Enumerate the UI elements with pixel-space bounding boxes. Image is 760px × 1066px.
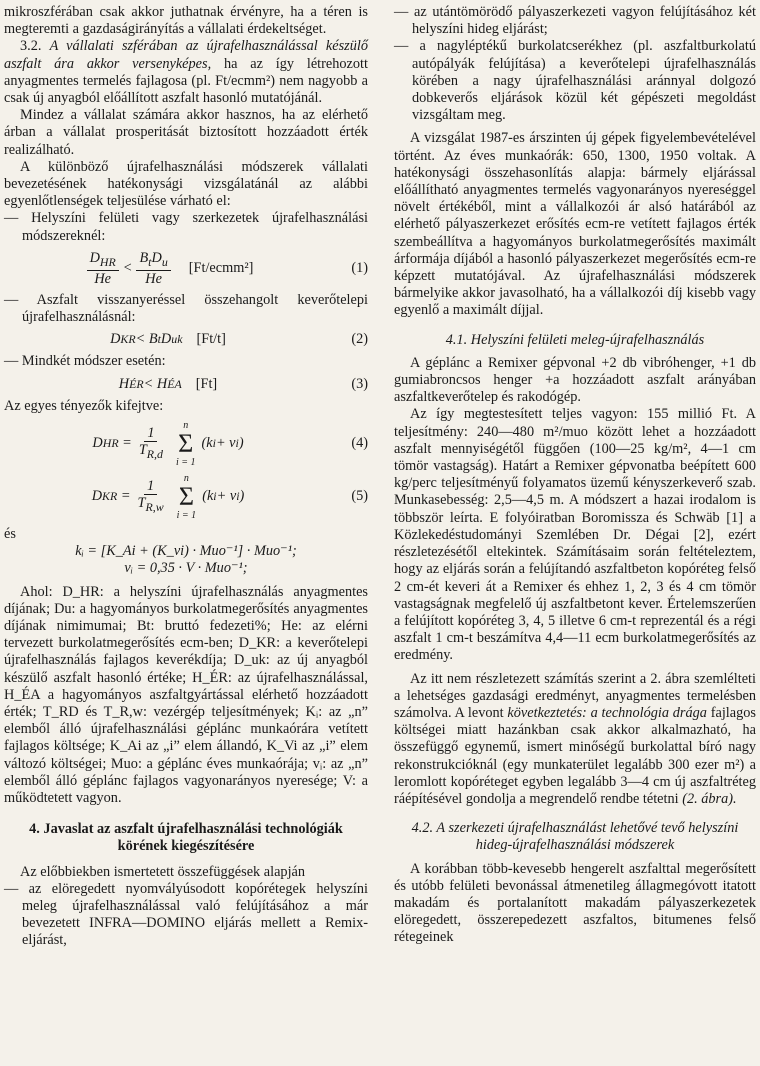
- equation-3: H ÉR < H ÉA [Ft] (3): [118, 375, 368, 392]
- section-heading-4: 4. Javaslat az aszfalt újrafelhasználási technológiák körének kiegészítésére: [29, 821, 343, 855]
- section-heading-4-1: 4.1. Helyszíni felületi meleg-újrafelhasználás: [445, 331, 705, 348]
- right-column: [394, 4, 756, 947]
- paragraph: A géplánc a Remixer gépvonal +2 db vibróhenger, +1 db gumiabroncsos henger +a hozzáadott aszfalt arányában aszfaltkeverőtelep és rakodógép.: [394, 354, 756, 406]
- dash-item: — a nagyléptékű burkolatcserékhez (pl. aszfaltburkolatú autópályák felújítása) a keverőtelepi újrafelhasználás körében a nagy újrafelhasználási aránnyal dolgozó dobkeverős eljárások közül két gépészeti megoldást vizsgáltam meg.: [394, 38, 756, 124]
- paragraph: Mindez a vállalat számára akkor hasznos, ha az elérhető árban a vállalat prosperitását biztosított hozzáadott érték realizálható.: [4, 107, 368, 158]
- dash-item: — Helyszíni felületi vagy szerkezetek újrafelhasználási módszereknél:: [4, 210, 368, 244]
- equation-2: D KR < B t D uk [Ft/t] (2): [110, 331, 368, 348]
- equation-1: $\frac{D_{HR}}{He}$ < $\frac{B_tD_u}{He}$ [Ft/ecmm²] (1): [4, 250, 368, 287]
- symbol-legend: Ahol: D_HR: a helyszíni újrafelhasználás anyagmentes díjának; Du: a hagyományos burkolatmegerősítés anyagmentes díjának nimimumai; Bt: bruttó fedezeti%; He: az elérni tervezett burkolatmegerősítés ecm-ben; D_KR: a keverőtelepi újrafelhasználás fajlagos keverékdíja; D_uk: az új anyagból készülő aszfalt hasonló értéke; H_ÉR: az újrafelhasználással, H_ÉA a hagyományos aszfaltgyártással elérhető hozzáadott érték; T_RD és T_R,w: vezérgép teljesítmények; Kᵢ: az „n” elemből álló újrafelhasználási géplánc munkaórára vetített fajlagos költsége; K_Ai az „i” elem állandó, K_Vi az „i” elem változó költségei; Muo: a géplánc éves munkaórája; vᵢ: az „n” elemből álló géplánc fajlagos vagyonarányos nyeresége; V: a működtetett vagyon.: [4, 583, 368, 806]
- equation-number: (4): [351, 435, 368, 452]
- equation-5: D KR = $\frac{1}{T_{R,w}}$ n Σ i = 1 (k i + v i ) (5): [91, 472, 368, 521]
- equation-6b: vᵢ = 0,35 · V · Muo⁻¹;: [124, 560, 248, 577]
- dash-item: — az utántömörödő pályaszerkezeti vagyon felújításához két helyszíni hideg eljárást;: [394, 4, 756, 38]
- paragraph: A különböző újrafelhasználási módszerek vállalati bevezetésének hatékonysági vizsgálatánál az alábbi egyenlőtlenségek teljesülése várható el:: [4, 158, 368, 210]
- equation-4: D HR = $\frac{1}{T_{R,d}}$ n Σ i = 1 (k i + v i ) (4): [92, 419, 368, 468]
- equation-number: (5): [351, 488, 368, 505]
- dash-item: — az elöregedett nyomvályúsodott kopórétegek helyszíni meleg újrafelhasználással való felújításához a már bevezetett INFRA—DOMINO eljárás mellett a Remix-eljárást,: [4, 880, 368, 949]
- paragraph: Az előbbiekben ismertetett összefüggések alapján: [20, 863, 306, 880]
- equation-number: (3): [351, 375, 368, 392]
- equation-6a: kᵢ = [K_Ai + (K_vi) · Muo⁻¹] · Muo⁻¹;: [75, 543, 297, 560]
- paragraph: A vizsgálat 1987-es árszinten új gépek figyelembevételével történt. Az éves munkaórák: 650, 1300, 1950 voltak. A hatékonysági összehasonlítás alapja: bármely eljárással előállítható anyagmentes termelés vagyonarányos nyereséggel növelt értékéből, mint a vállalkozói ár alsó határából az elérhető pályaszerkezet erősítés ecm-re vetített fajlagos érték szembeállítva a hagyományos burkolatmegerősítés maximált árformája díjából a hasonló pályaszerkezet megerősítés ecm-re képzett mutatójával. Az újrafelhasználási módszerek bármelyike akkor javasolható, ha a vállalkozói díj kisebb vagy egyenlő a maximált díjjal.: [394, 130, 756, 319]
- paragraph-3-2: 3.2. A vállalati szférában az újrafelhasználással készülő aszfalt ára akkor versenyképes, ha az így létrehozott anyagmentes termelés fajlagosa (pl. Ft/ecmm²) nem nagyobb a csak új anyagból előállított aszfalt hasonló mutatójánál.: [4, 38, 368, 107]
- es-label: és: [4, 525, 16, 542]
- paragraph: Az itt nem részletezett számítás szerint a 2. ábra szemlélteti a lehetséges gazdasági eredményt, anyagmentes termelésben számolva. A levont következtetés: a technológia drága fajlagos költségei miatt hazánkban csak akkor alkalmazható, ha összefüggő egynemű, ismert minőségű burkolattal bíró nagy rekonstrukcióknál (egy munkaterület legalább 300 ezer m²) a leromlott kopóréteget egyben legalább 3—4 cm új aszfaltréteg ráépítésével gondolja a megrendelő rendbe tétetni (2. ábra).: [394, 670, 756, 807]
- paragraph: mikroszférában csak akkor juthatnak érvényre, ha a téren is megteremti a gazdaságirányítás a vállalati érdekeltséget.: [4, 4, 368, 38]
- section-heading-4-2: 4.2. A szerkezeti újrafelhasználást lehetővé tevő helyszíni hideg-újrafelhasználási módszerek: [411, 820, 739, 854]
- paragraph: A korábban több-kevesebb hengerelt aszfalttal megerősített és utóbb felületi bevonással átmenetileg állagmegóvott itatott makadám és portalanított makadám pályaszerkezetek elöregedett, összerepedezett aszfaltos, bitumenes felső rétegeinek: [394, 860, 756, 946]
- dash-item: — Aszfalt visszanyeréssel összehangolt keverőtelepi újrafelhasználásnál:: [4, 291, 368, 325]
- paragraph: Az egyes tényezők kifejtve:: [4, 397, 164, 414]
- left-column: [4, 4, 368, 950]
- paragraph: Az így megtestesített teljes vagyon: 155 millió Ft. A teljesítmény: 240—480 m²/muo között lehet a hozzáadott aszfalt mennyiségétől függően (100—25 kg/m², 4—1 cm tömör vastagság). Határt a Remixer gépvonatba beépített 600 kg/perc teljesítményű folyamatos üzemű kényszerkeverő szab. Munkasebesség: 2,5—4,5 m. A módszert a hazai irodalom is többször leírta. E folyóiratban Boromissza és Schwäb [1] a Közlekedéstudományi Szemlében Dr. Dégai [2], ezért részletezésétől eltekintek. Számításaim során feltételeztem, hogy az eljárás során a felújítandó aszfaltbeton kopóréteg felső 2 cm-ét keveri át a Remixer és ehhez 1, 2, 3 és 4 cm tömör vastagságnak megfelelő új aszfaltbetont kever. Értelemszerűen a felújított kopóréteg 3, 4, 5 illetve 6 cm-t reprezentál és a régi aszfalt 1 cm-t beszámítva 4,4—11 ecm burkolatmegerősítés az eredmény.: [394, 406, 756, 664]
- equation-number: (2): [351, 331, 368, 348]
- dash-item: — Mindkét módszer esetén:: [4, 353, 166, 370]
- equation-number: (1): [351, 259, 368, 276]
